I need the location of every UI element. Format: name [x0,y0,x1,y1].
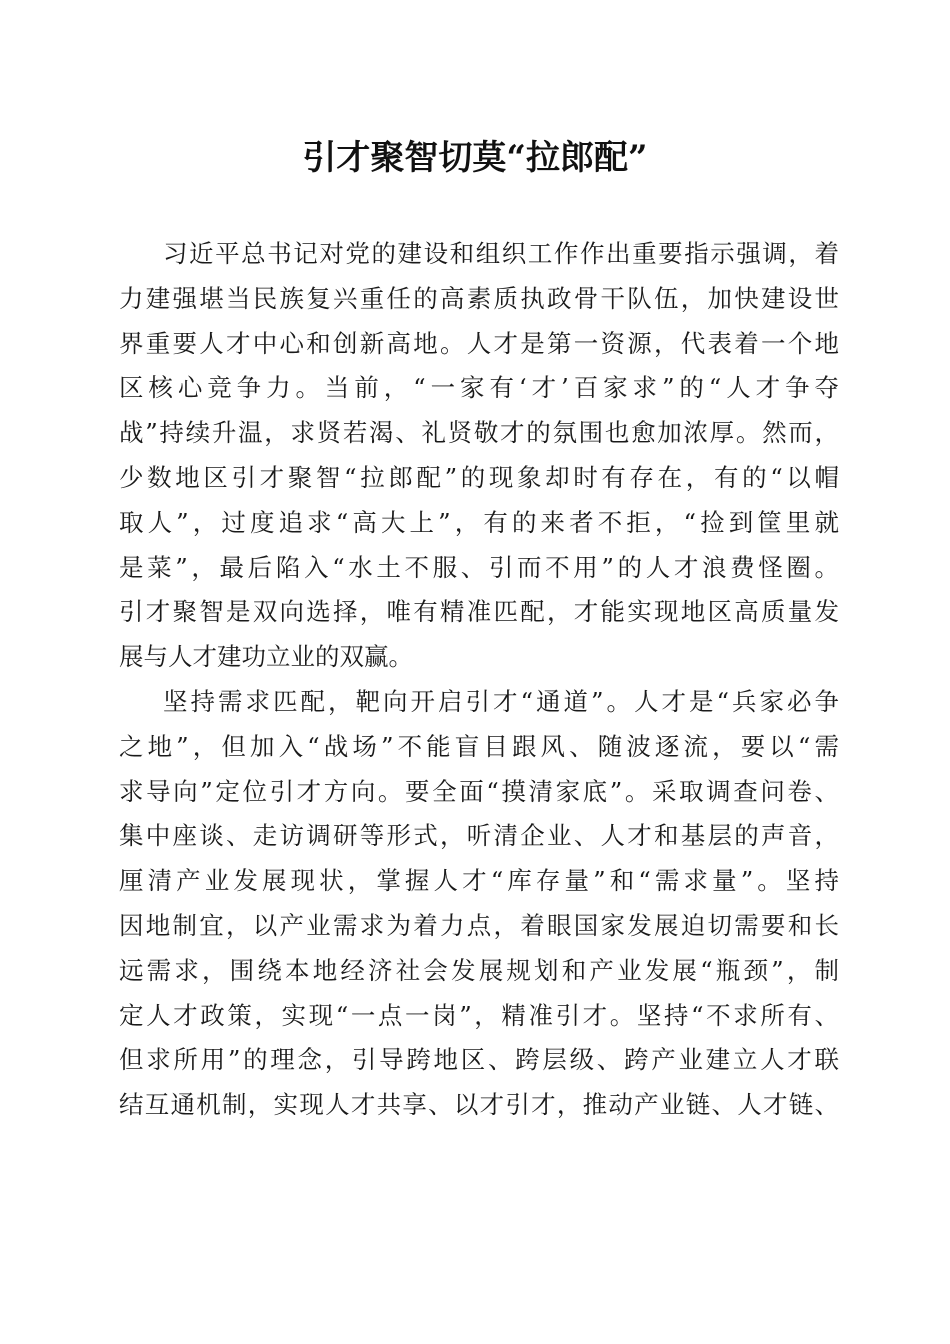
text-line: 定人才政策，实现“一点一岗”，精准引才。坚持“不求所有、 [119,1000,839,1030]
text-line: 界重要人才中心和创新高地。人才是第一资源，代表着一个地 [119,328,839,358]
text-line: 结互通机制，实现人才共享、以才引才，推动产业链、人才链、 [119,1090,839,1120]
text-line: 取人”，过度追求“高大上”，有的来者不拒，“捡到筐里就 [119,507,839,537]
text-line: 战”持续升温，求贤若渴、礼贤敬才的氛围也愈加浓厚。然而， [119,418,839,448]
text-line: 厘清产业发展现状，掌握人才“库存量”和“需求量”。坚持 [119,866,839,896]
text-line: 之地”，但加入“战场”不能盲目跟风、随波逐流，要以“需 [119,731,839,761]
text-line: 少数地区引才聚智“拉郎配”的现象却时有存在，有的“以帽 [119,462,839,492]
text-line: 因地制宜，以产业需求为着力点，着眼国家发展迫切需要和长 [119,910,839,940]
text-line: 求导向”定位引才方向。要全面“摸清家底”。采取调查问卷、 [119,776,839,806]
text-line: 力建强堪当民族复兴重任的高素质执政骨干队伍，加快建设世 [119,283,839,313]
text-line: 集中座谈、走访调研等形式，听清企业、人才和基层的声音， [119,821,839,851]
text-line: 但求所用”的理念，引导跨地区、跨层级、跨产业建立人才联 [119,1045,839,1075]
text-line: 坚持需求匹配，靶向开启引才“通道”。人才是“兵家必争 [163,686,839,716]
text-line: 习近平总书记对党的建设和组织工作作出重要指示强调，着 [163,239,839,268]
document-title: 引才聚智切莫“拉郎配” [302,138,648,178]
text-line: 展与人才建功立业的双赢。 [119,642,413,672]
text-line: 区核心竞争力。当前，“一家有‘才’百家求”的“人才争夺 [119,373,839,403]
document-body [119,232,839,1128]
text-line: 引才聚智是双向选择，唯有精准匹配，才能实现地区高质量发 [119,597,839,627]
text-line: 远需求，围绕本地经济社会发展规划和产业发展“瓶颈”，制 [119,955,839,985]
text-line: 是菜”，最后陷入“水土不服、引而不用”的人才浪费怪圈。 [119,552,839,582]
